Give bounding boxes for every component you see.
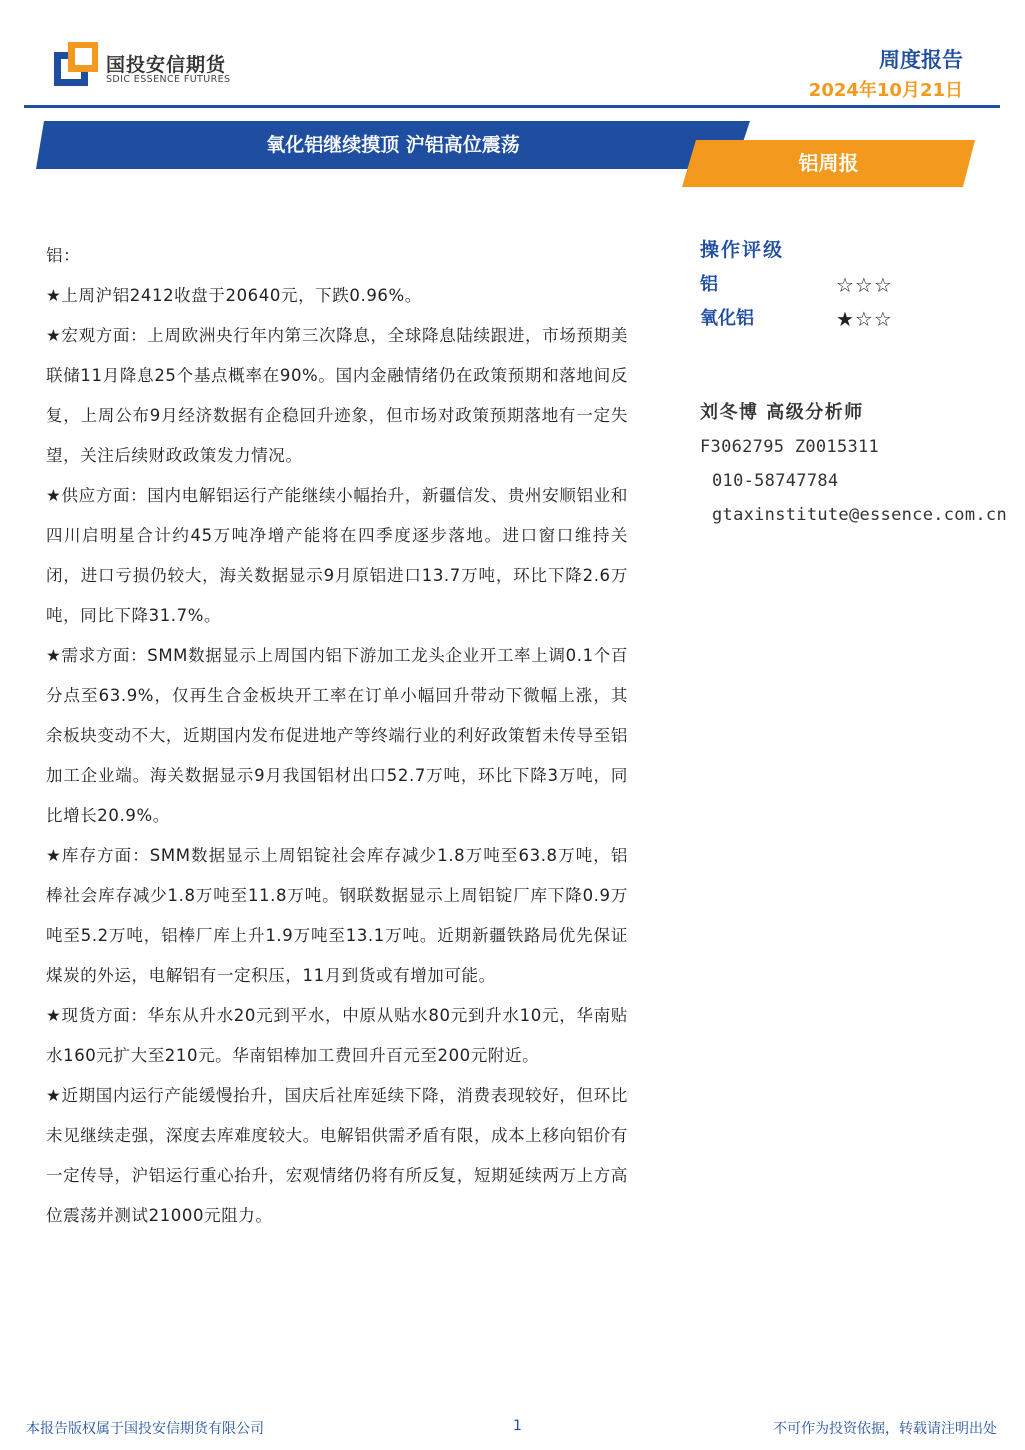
report-tag: 铝周报: [798, 151, 859, 175]
body-paragraph: ★供应方面：国内电解铝运行产能继续小幅抬升，新疆信发、贵州安顺铝业和四川启明星合计约45万吨净增产能将在四季度逐步落地。进口窗口维持关闭，进口亏损仍较大，海关数据显示9月原铝进口13.7万吨，环比下降2.6万吨，同比下降31.7%。: [46, 486, 628, 625]
footer-copyright: 本报告版权属于国投安信期货有限公司: [26, 1421, 264, 1437]
rating-row-alumina: [700, 302, 1020, 336]
star-rating-icon: ★☆☆: [836, 307, 893, 331]
report-title: 氧化铝继续摸顶 沪铝高位震荡: [266, 134, 520, 156]
analyst-phone: 010-58747784: [712, 471, 839, 491]
report-type: 周度报告: [879, 48, 963, 72]
body-paragraph: ★宏观方面：上周欧洲央行年内第三次降息，全球降息陆续跟进，市场预期美联储11月降息25个基点概率在90%。国内金融情绪仍在政策预期和落地间反复，上周公布9月经济数据有企稳回升迹象，但市场对政策预期落地有一定失望，关注后续财政政策发力情况。: [46, 326, 628, 465]
rating-row-aluminium: [700, 268, 1020, 302]
footer-disclaimer: 不可作为投资依据，转载请注明出处: [773, 1421, 997, 1437]
report-date: 2024年10月21日: [808, 80, 963, 101]
brand-name-en: SDIC ESSENCE FUTURES: [106, 74, 231, 85]
star-rating-icon: ☆☆☆: [836, 273, 893, 297]
brand-name-cn: 国投安信期货: [106, 54, 227, 76]
rating-name: 氧化铝: [700, 308, 754, 329]
sidebar: [700, 232, 1020, 532]
header-divider: [24, 105, 1000, 108]
body-paragraph: ★上周沪铝2412收盘于20640元，下跌0.96%。: [46, 286, 422, 305]
body-paragraph: ★近期国内运行产能缓慢抬升，国庆后社库延续下降，消费表现较好，但环比未见继续走强，深度去库难度较大。电解铝供需矛盾有限，成本上移向铝价有一定传导，沪铝运行重心抬升，宏观情绪仍将有所反复，短期延续两万上方高位震荡并测试21000元阻力。: [46, 1086, 628, 1225]
analyst-name: 刘冬博 高级分析师: [700, 402, 864, 423]
body-paragraph: ★现货方面：华东从升水20元到平水，中原从贴水80元到升水10元，华南贴水160元扩大至210元。华南铝棒加工费回升百元至200元附近。: [46, 1006, 628, 1065]
report-body: [46, 236, 628, 1236]
rating-title: 操作评级: [700, 239, 785, 261]
body-paragraph: ★需求方面：SMM数据显示上周国内铝下游加工龙头企业开工率上调0.1个百分点至63.9%，仅再生合金板块开工率在订单小幅回升带动下微幅上涨，其余板块变动不大，近期国内发布促进地产等终端行业的利好政策暂未传导至铝加工企业端。海关数据显示9月我国铝材出口52.7万吨，环比下降3万吨，同比增长20.9%。: [46, 646, 628, 825]
body-paragraph: ★库存方面：SMM数据显示上周铝锭社会库存减少1.8万吨至63.8万吨，铝棒社会库存减少1.8万吨至11.8万吨。钢联数据显示上周铝锭厂库下降0.9万吨至5.2万吨，铝棒厂库上升1.9万吨至13.1万吨。近期新疆铁路局优先保证煤炭的外运，电解铝有一定积压，11月到货或有增加可能。: [46, 846, 628, 985]
page-number: 1: [513, 1418, 522, 1434]
body-paragraph: 铝：: [46, 246, 81, 265]
analyst-license: F3062795 Z0015311: [700, 437, 880, 457]
company-logo-icon: [54, 42, 98, 86]
rating-name: 铝: [700, 274, 718, 295]
analyst-email[interactable]: gtaxinstitute@essence.com.cn: [712, 505, 1007, 525]
